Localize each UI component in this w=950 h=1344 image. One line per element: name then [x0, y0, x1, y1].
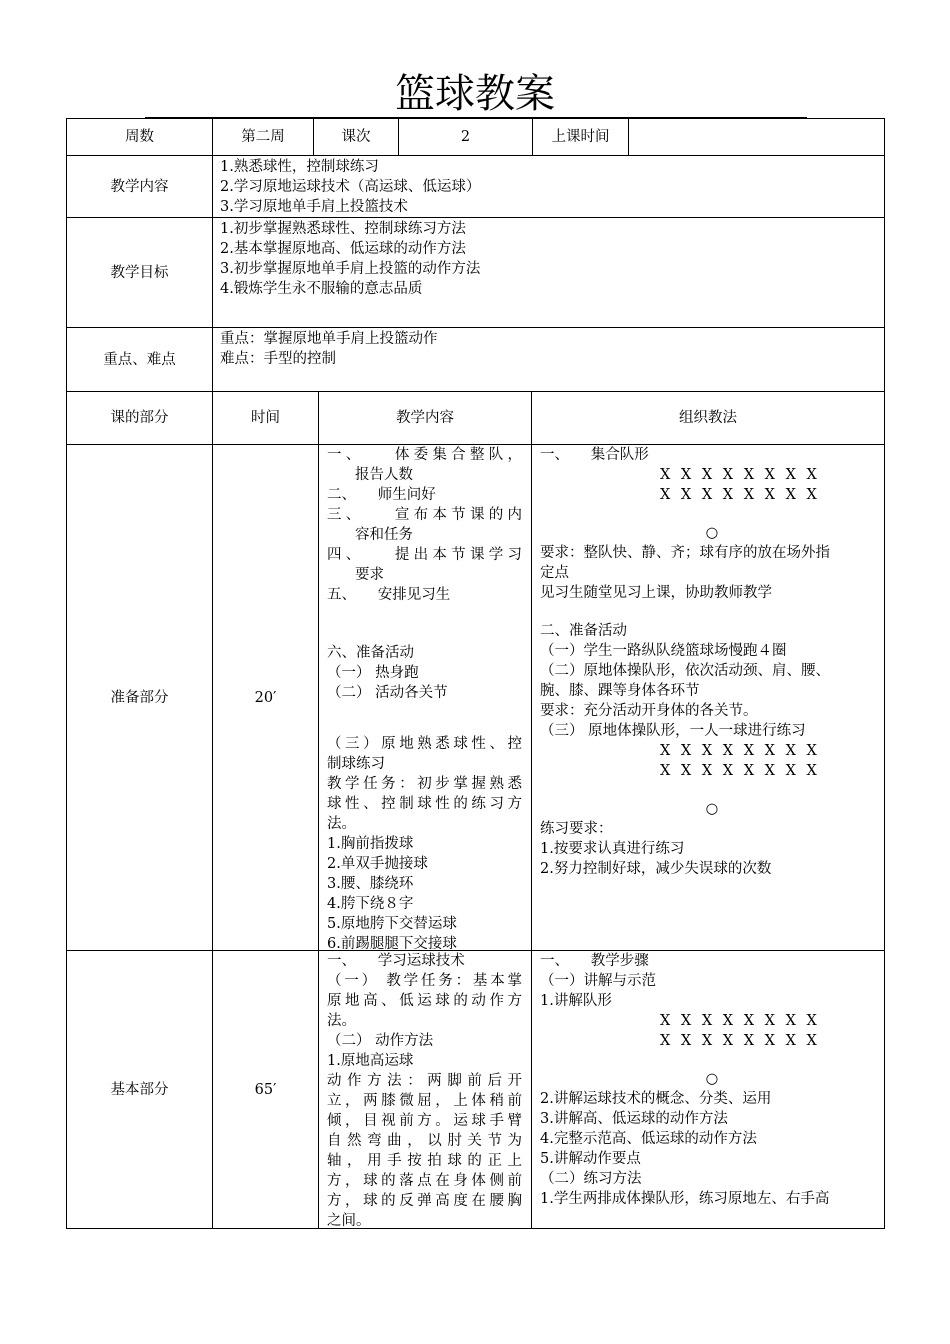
formation-row: X X X X X X X X	[660, 467, 820, 483]
prep-method-line: 一、 集合队形	[540, 447, 649, 463]
content-label: 教学内容	[110, 178, 169, 195]
prep-method-line: 2.努力控制好球，减少失误球的次数	[540, 861, 772, 877]
class-time-value	[629, 118, 884, 156]
basic-content-line: 动作方法：两脚前后开	[327, 1073, 522, 1089]
objective-line: 4.锻炼学生永不服输的意志品质	[220, 281, 423, 297]
basic-part-label: 基本部分	[110, 1081, 169, 1098]
teacher-position-icon: ○	[705, 1071, 719, 1087]
objectives-lines	[220, 219, 880, 299]
prep-method-line: 见习生随堂见习上课，协助教师教学	[540, 585, 772, 601]
prep-method-line: 1.按要求认真进行练习	[540, 841, 685, 857]
basic-content-line: 方，球的反弹高度在腰胸	[327, 1193, 522, 1209]
prep-method-line: 定点	[540, 565, 569, 581]
prep-content-line: 容和任务	[355, 527, 413, 543]
prep-method-line: 要求：充分活动开身体的各关节。	[540, 703, 758, 719]
basic-content-line: 法。	[327, 1013, 356, 1029]
prep-content-line: （三）原地熟悉球性、控	[327, 736, 522, 752]
basic-content-line: 1.原地高运球	[327, 1053, 414, 1069]
objective-line: 3.初步掌握原地单手肩上投篮的动作方法	[220, 261, 481, 277]
prep-content-line: 球性、控制球性的练习方	[327, 796, 522, 812]
col-header-time: 时间	[251, 410, 280, 426]
formation-row: X X X X X X X X	[660, 1033, 820, 1049]
prep-content-line: 制球练习	[327, 756, 385, 772]
prep-content-line: 2.单双手抛接球	[327, 856, 428, 872]
week-value: 第二周	[241, 129, 285, 145]
basic-method-line: 1.讲解队形	[540, 993, 612, 1009]
basic-content-line: 一、 学习运球技术	[327, 953, 465, 969]
prep-method-line: 腕、膝、踝等身体各环节	[540, 683, 700, 699]
teacher-position-icon: ○	[705, 525, 719, 541]
prep-content-line: 三、 宣布本节课的内	[327, 507, 522, 523]
key-points-label: 重点、难点	[103, 352, 176, 368]
prep-content-line: 四、 提出本节课学习	[327, 547, 522, 563]
class-time-label: 上课时间	[551, 129, 610, 145]
prep-method-line: （一）学生一路纵队绕篮球场慢跑４圈	[540, 643, 787, 659]
prep-content-line: 二、 师生问好	[327, 487, 436, 503]
formation-row: X X X X X X X X	[660, 487, 820, 503]
content-line: 2.学习原地运球技术（高运球、低运球）	[220, 179, 481, 195]
formation-row: X X X X X X X X	[660, 763, 820, 779]
prep-content-line: 4.胯下绕８字	[327, 896, 414, 912]
formation-row: X X X X X X X X	[660, 743, 820, 759]
prep-method-line: （二）原地体操队形，依次活动颈、肩、腰、	[540, 663, 830, 679]
key-point-line: 重点：掌握原地单手肩上投篮动作	[220, 331, 438, 347]
basic-time: 65′	[254, 1081, 277, 1098]
prep-method-line: 二、准备活动	[540, 623, 627, 639]
prep-content-line: 五、 安排见习生	[327, 587, 451, 603]
formation-row: X X X X X X X X	[660, 1013, 820, 1029]
lesson-label: 课次	[341, 129, 371, 145]
lesson-value: 2	[460, 129, 471, 145]
prep-part-label: 准备部分	[110, 689, 169, 706]
basic-method-line: 4.完整示范高、低运球的动作方法	[540, 1131, 757, 1147]
prep-content-line: 报告人数	[355, 467, 413, 483]
teacher-position-icon: ○	[705, 801, 719, 817]
basic-method-line: 3.讲解高、低运球的动作方法	[540, 1111, 728, 1127]
basic-method	[540, 951, 880, 1209]
prep-method-line: （三） 原地体操队形，一人一球进行练习	[540, 723, 806, 739]
basic-content-line: 方，球的落点在身体侧前	[327, 1173, 522, 1189]
basic-method-line: （二）练习方法	[540, 1171, 642, 1187]
prep-content-line: 六、准备活动	[327, 645, 414, 661]
content-line: 1.熟悉球性，控制球练习	[220, 159, 379, 175]
basic-method-line: 1.学生两排成体操队形，练习原地左、右手高	[540, 1191, 830, 1207]
prep-content-line: 6.前踢腿腿下交接球	[327, 936, 457, 952]
col-header-content: 教学内容	[396, 410, 454, 426]
key-point-line: 难点：手型的控制	[220, 351, 336, 367]
basic-content-line: （一） 教学任务：基本掌	[327, 973, 522, 989]
col-header-part: 课的部分	[110, 410, 169, 426]
basic-content-line: 立，两膝微屈，上体稍前	[327, 1093, 522, 1109]
prep-content-line: 3.腰、膝绕环	[327, 876, 414, 892]
prep-content-line: （一） 热身跑	[327, 665, 419, 681]
basic-content	[327, 951, 522, 1231]
objective-line: 2.基本掌握原地高、低运球的动作方法	[220, 241, 466, 257]
basic-method-line: 2.讲解运球技术的概念、分类、运用	[540, 1091, 772, 1107]
prep-time: 20′	[254, 689, 277, 706]
prep-content	[327, 445, 522, 954]
basic-method-line: 5.讲解动作要点	[540, 1151, 641, 1167]
prep-content-line: 一、 体委集合整队，	[327, 447, 522, 463]
prep-method-line: 练习要求：	[540, 821, 613, 837]
week-label: 周数	[125, 129, 154, 145]
basic-content-line: （二） 动作方法	[327, 1033, 434, 1049]
col-header-method: 组织教法	[679, 410, 737, 426]
basic-content-line: 自然弯曲，以肘关节为	[327, 1133, 522, 1149]
basic-content-line: 之间。	[327, 1213, 371, 1229]
prep-content-line: 法。	[327, 816, 356, 832]
objectives-label: 教学目标	[110, 264, 169, 281]
basic-method-line: （一）讲解与示范	[540, 973, 656, 989]
objective-line: 1.初步掌握熟悉球性、控制球练习方法	[220, 221, 466, 237]
prep-content-line: 5.原地胯下交替运球	[327, 916, 457, 932]
prep-method	[540, 445, 880, 879]
basic-content-line: 轴，用手按拍球的正上	[327, 1153, 522, 1169]
content-line: 3.学习原地单手肩上投篮技术	[220, 199, 408, 215]
basic-content-line: 倾，目视前方。运球手臂	[327, 1113, 522, 1129]
key-points-lines	[220, 329, 880, 369]
basic-content-line: 原地高、低运球的动作方	[327, 993, 522, 1009]
prep-content-line: 要求	[355, 567, 384, 583]
content-lines	[220, 157, 880, 217]
basic-method-line: 一、 教学步骤	[540, 953, 649, 969]
page-title: 篮球教案	[395, 71, 555, 117]
prep-method-line: 要求：整队快、静、齐；球有序的放在场外指	[540, 545, 830, 561]
prep-content-line: （二） 活动各关节	[327, 685, 448, 701]
prep-content-line: 教学任务：初步掌握熟悉	[327, 776, 522, 792]
prep-content-line: 1.胸前指拨球	[327, 836, 414, 852]
